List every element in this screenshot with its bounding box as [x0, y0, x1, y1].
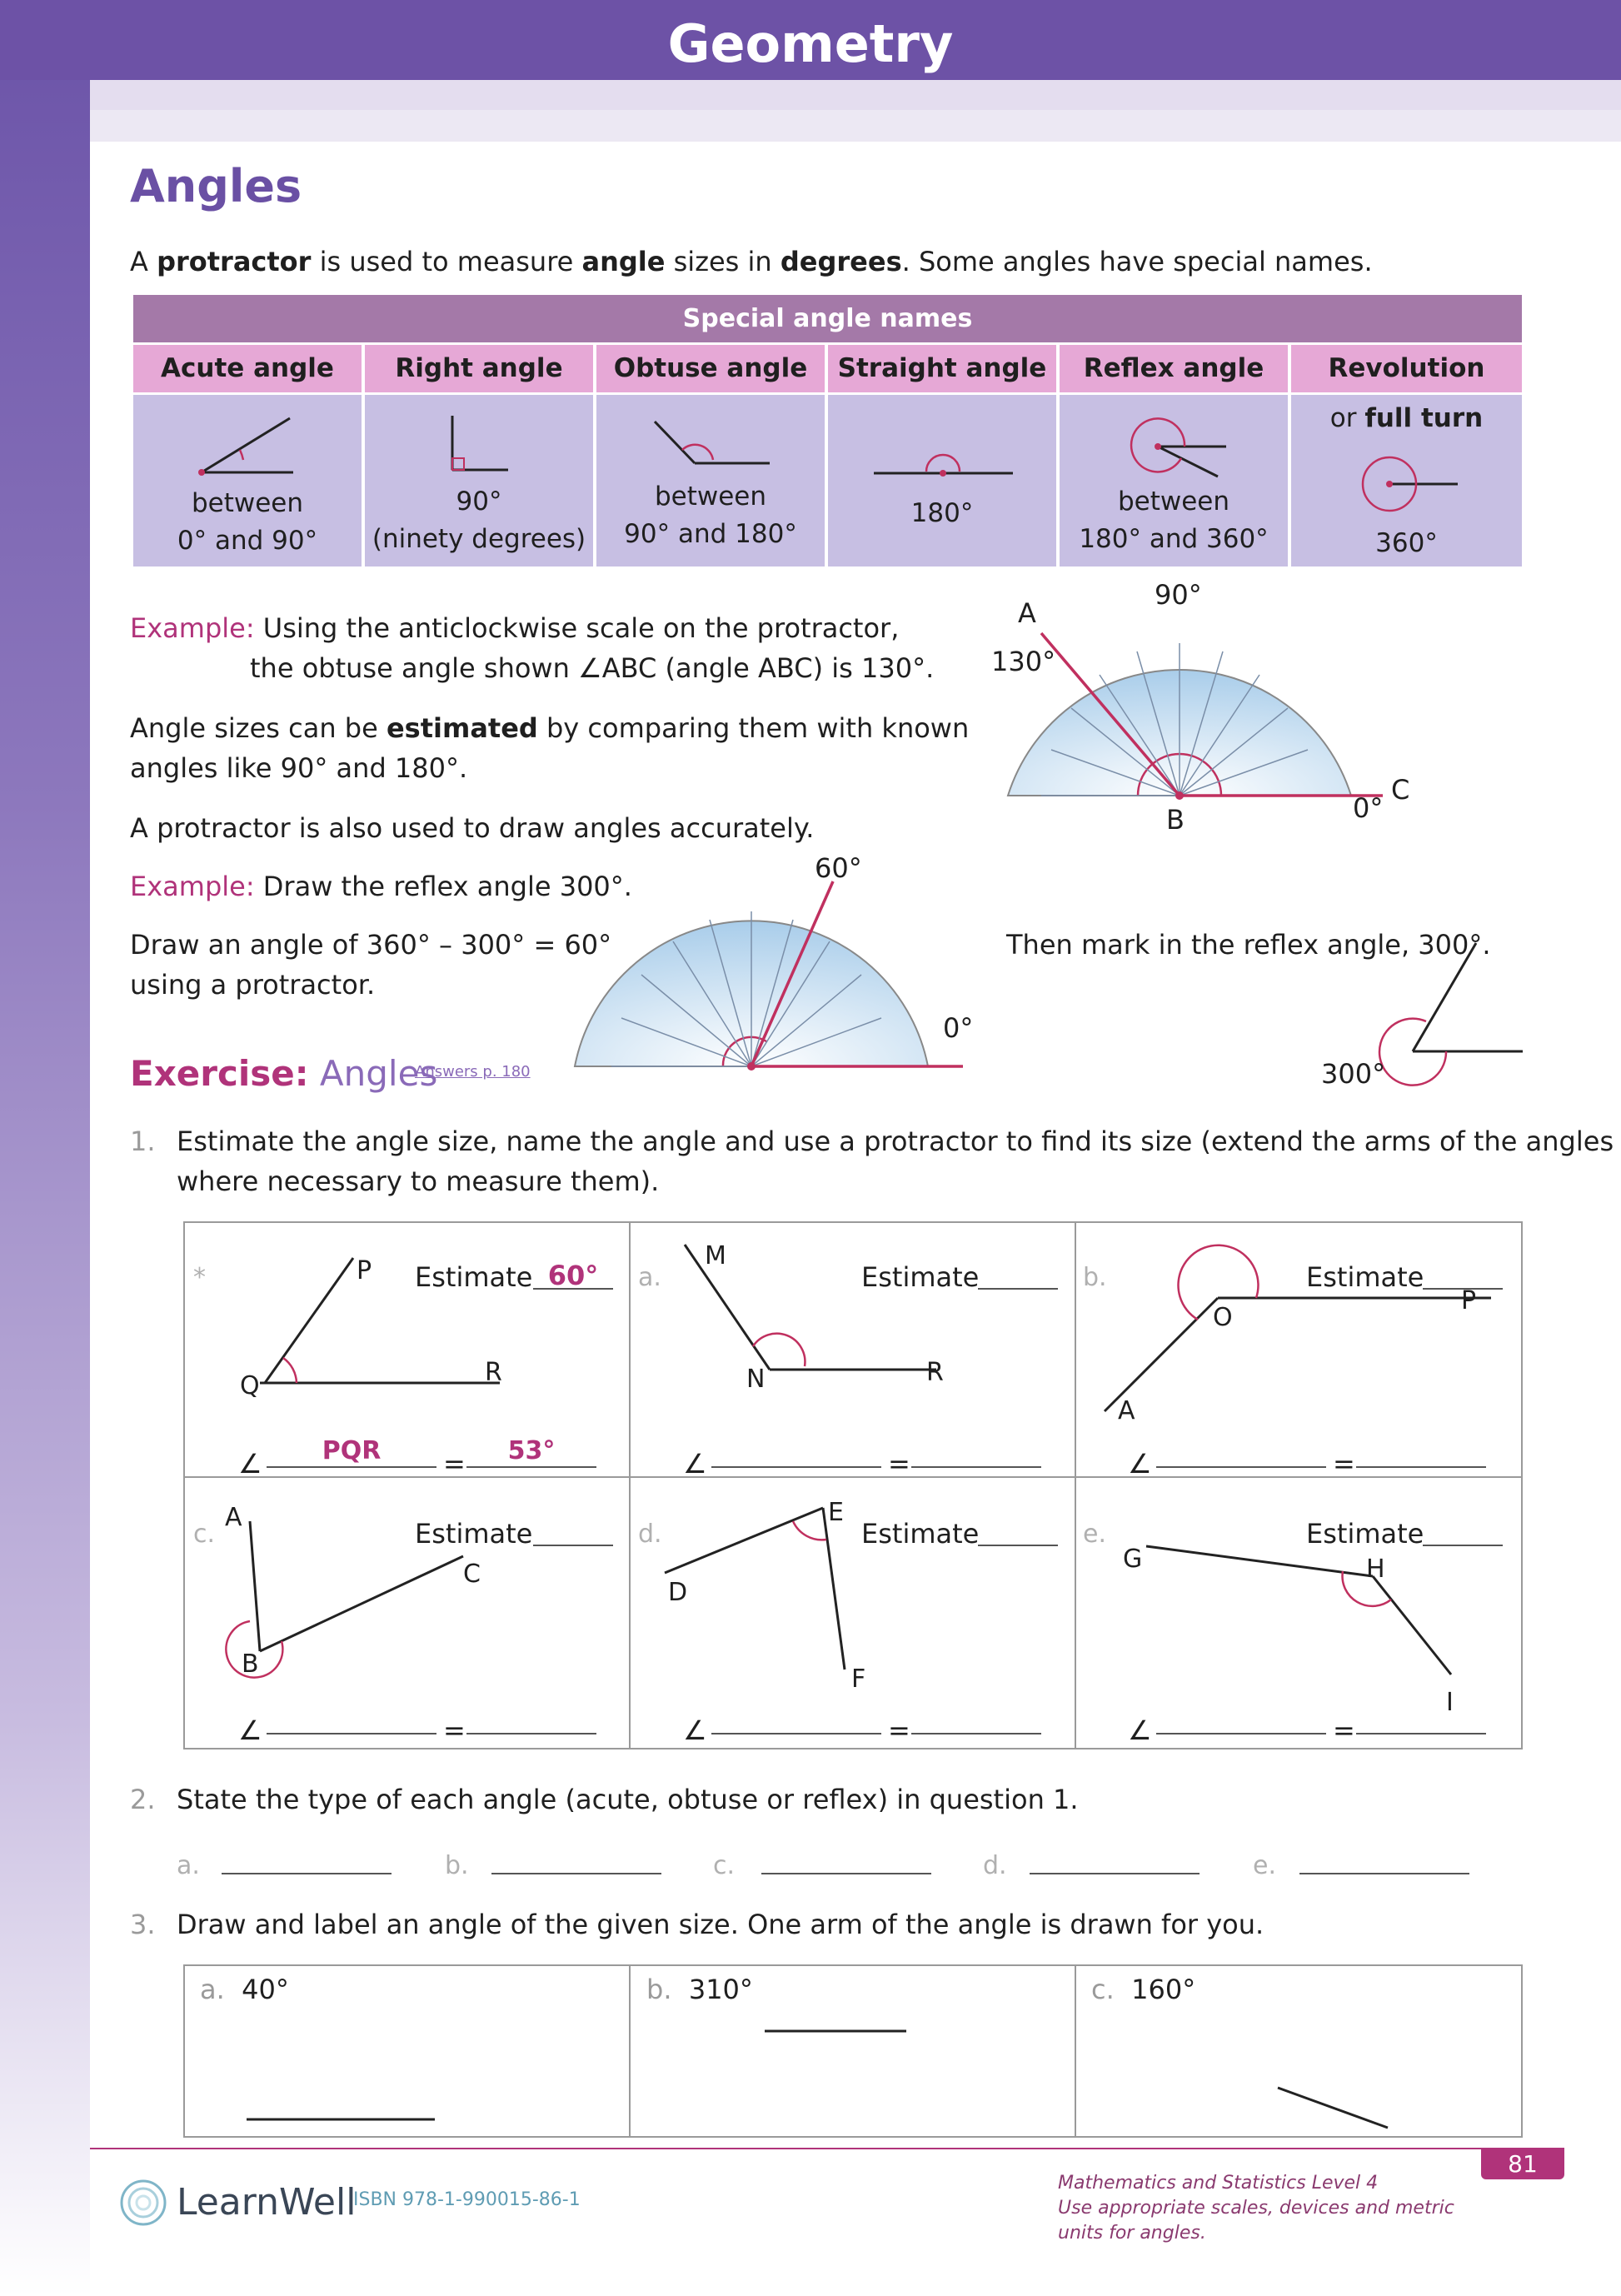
- point-n: N: [746, 1365, 766, 1394]
- protractor2-0: 0°: [943, 1012, 974, 1044]
- point-r: R: [485, 1358, 502, 1387]
- q3-text: Draw and label an angle of the given size. One arm of the angle is drawn for you.: [177, 1909, 1264, 1940]
- q2-label-b: b.: [445, 1851, 469, 1880]
- side-gradient-band: [0, 0, 90, 2296]
- angle-size-input[interactable]: [911, 1436, 1041, 1468]
- point-a: A: [1018, 597, 1036, 629]
- header-band-light: [90, 110, 1621, 142]
- brand-name: LearnWell: [177, 2181, 357, 2224]
- q2-label-d: d.: [983, 1851, 1007, 1880]
- cell-label: c.: [193, 1520, 216, 1549]
- angle-symbol: ∠: [683, 1448, 707, 1480]
- point-b: B: [1166, 804, 1185, 836]
- estimate-label: Estimate: [415, 1261, 533, 1293]
- header-band: [90, 80, 1621, 110]
- equals-sign: =: [888, 1448, 910, 1480]
- angle-symbol: ∠: [1128, 1715, 1152, 1746]
- equals-sign: =: [443, 1448, 466, 1480]
- angle-symbol: ∠: [238, 1448, 262, 1480]
- estimate-label: Estimate: [1306, 1261, 1424, 1293]
- q3c-label: c. 160°: [1091, 1974, 1196, 2005]
- q2-input-b[interactable]: [491, 1844, 661, 1874]
- angle-name-answer[interactable]: PQR: [267, 1436, 436, 1468]
- cell-label: e.: [1083, 1520, 1106, 1549]
- obtuse-text: between 90° and 180°: [624, 482, 797, 549]
- angle-name-input[interactable]: [1156, 1703, 1326, 1734]
- then-mark-text: Then mark in the reflex angle, 300°.: [1006, 929, 1491, 961]
- point-d: D: [668, 1578, 688, 1607]
- q2-label-e: e.: [1253, 1851, 1276, 1880]
- point-r: R: [926, 1358, 944, 1387]
- cell-label: b.: [1083, 1263, 1107, 1292]
- page-number: 81: [1481, 2149, 1564, 2179]
- reflex-300-label: 300°: [1321, 1058, 1386, 1090]
- isbn: ISBN 978-1-990015-86-1: [353, 2189, 581, 2210]
- equals-sign: =: [1333, 1715, 1355, 1746]
- angle-name-input[interactable]: [711, 1436, 881, 1468]
- right-text: 90° (ninety degrees): [372, 487, 586, 554]
- point-o: O: [1213, 1303, 1233, 1332]
- q3a-label: a. 40°: [200, 1974, 289, 2005]
- estimate-label: Estimate: [1306, 1518, 1424, 1550]
- protractor1-130: 130°: [991, 646, 1056, 677]
- q2-label-a: a.: [177, 1851, 200, 1880]
- angle-size-input[interactable]: [1356, 1436, 1486, 1468]
- cell-label: d.: [638, 1520, 662, 1549]
- point-a: A: [225, 1503, 242, 1532]
- q2-text: State the type of each angle (acute, obtuse or reflex) in question 1.: [177, 1784, 1079, 1815]
- calc-line1: Draw an angle of 360° – 300° = 60°: [130, 929, 612, 961]
- col-right: Right angle: [365, 345, 593, 392]
- angle-symbol: ∠: [238, 1715, 262, 1746]
- point-q: Q: [240, 1371, 260, 1400]
- estimate-label: Estimate: [861, 1518, 980, 1550]
- cell-revolution: [1291, 395, 1522, 567]
- draw-text: A protractor is also used to draw angles accurately.: [130, 812, 815, 844]
- section-title: Angles: [130, 160, 302, 212]
- cell-obtuse: [596, 395, 825, 567]
- q3b-label: b. 310°: [646, 1974, 753, 2005]
- point-e: E: [828, 1498, 844, 1527]
- revolution-value: 360°: [1375, 528, 1438, 558]
- example2-line: Example: Draw the reflex angle 300°.: [130, 871, 632, 902]
- point-a: A: [1118, 1396, 1135, 1425]
- exercise-title: Exercise: Angles: [130, 1053, 438, 1094]
- estimate-text: Angle sizes can be estimated by comparing them with known: [130, 712, 970, 744]
- angle-size-input[interactable]: [1356, 1703, 1486, 1734]
- table-title: Special angle names: [133, 295, 1522, 342]
- q2-label-c: c.: [713, 1851, 736, 1880]
- q2-input-c[interactable]: [761, 1844, 931, 1874]
- calc-line2: using a protractor.: [130, 969, 376, 1001]
- angle-symbol: ∠: [1128, 1448, 1152, 1480]
- angle-size-answer[interactable]: 53°: [466, 1436, 596, 1468]
- q2-number: 2.: [130, 1784, 156, 1815]
- intro-text: A protractor is used to measure angle sizes in degrees. Some angles have special names.: [130, 246, 1373, 277]
- curriculum-note: Mathematics and Statistics Level 4 Use appropriate scales, devices and metric units for angles.: [1058, 2173, 1454, 2244]
- point-b: B: [242, 1650, 259, 1679]
- protractor1-90: 90°: [1155, 579, 1202, 611]
- learnwell-logo-icon: [120, 2179, 170, 2229]
- col-reflex: Reflex angle: [1060, 345, 1288, 392]
- answers-link[interactable]: Answers p. 180: [415, 1063, 531, 1081]
- q1-text-1: Estimate the angle size, name the angle and use a protractor to find its size (extend the arms of the angles: [177, 1126, 1614, 1157]
- angle-size-input[interactable]: [911, 1703, 1041, 1734]
- angle-symbol: ∠: [683, 1715, 707, 1746]
- estimate-label: Estimate: [415, 1518, 533, 1550]
- page-title: Geometry: [667, 13, 954, 74]
- q3-number: 3.: [130, 1909, 156, 1940]
- estimate-answer[interactable]: 60°: [533, 1260, 613, 1290]
- example1-line1: Example: Using the anticlockwise scale on the protractor,: [130, 612, 900, 644]
- q2-input-d[interactable]: [1030, 1844, 1200, 1874]
- straight-text: 180°: [910, 498, 974, 528]
- protractor1-0: 0°: [1353, 792, 1384, 824]
- q1-text-2: where necessary to measure them).: [177, 1165, 660, 1197]
- cell-label: a.: [638, 1263, 661, 1292]
- col-obtuse: Obtuse angle: [596, 345, 825, 392]
- equals-sign: =: [443, 1715, 466, 1746]
- estimate-label: Estimate: [861, 1261, 980, 1293]
- straight-angle-diagram: [828, 395, 1056, 567]
- acute-text: between 0° and 90°: [177, 488, 318, 556]
- point-c: C: [463, 1560, 481, 1589]
- footer-rule: [90, 2148, 1564, 2149]
- reflex-text: between 180° and 360°: [1079, 487, 1269, 554]
- angle-name-input[interactable]: [711, 1703, 881, 1734]
- angle-size-input[interactable]: [466, 1703, 596, 1734]
- angle-name-input[interactable]: [1156, 1436, 1326, 1468]
- cell-right: [365, 395, 593, 567]
- cell-label: *: [193, 1263, 206, 1292]
- q1-number: 1.: [130, 1126, 156, 1157]
- cell-straight: [828, 395, 1056, 567]
- example1-line2: the obtuse angle shown ∠ABC (angle ABC) is 130°.: [250, 652, 935, 684]
- equals-sign: =: [1333, 1448, 1355, 1480]
- point-m: M: [705, 1241, 726, 1270]
- estimate-text-2: angles like 90° and 180°.: [130, 752, 468, 784]
- point-c: C: [1391, 774, 1410, 806]
- point-g: G: [1123, 1545, 1143, 1574]
- q2-input-a[interactable]: [222, 1844, 392, 1874]
- col-straight: Straight angle: [828, 345, 1056, 392]
- point-f: F: [851, 1665, 866, 1694]
- cell-reflex: [1060, 395, 1288, 567]
- q2-input-e[interactable]: [1299, 1844, 1469, 1874]
- protractor2-60: 60°: [815, 852, 862, 884]
- point-h: H: [1366, 1555, 1385, 1584]
- col-revolution: Revolution: [1291, 345, 1522, 392]
- point-p: P: [357, 1256, 372, 1285]
- col-acute: Acute angle: [133, 345, 362, 392]
- protractor-2: [575, 875, 941, 1075]
- angle-name-input[interactable]: [267, 1703, 436, 1734]
- cell-acute: [133, 395, 362, 567]
- q3-arms: [183, 1964, 1523, 2138]
- equals-sign: =: [888, 1715, 910, 1746]
- point-p: P: [1461, 1286, 1477, 1315]
- revolution-text: or full turn: [1329, 403, 1484, 433]
- point-i: I: [1446, 1688, 1454, 1717]
